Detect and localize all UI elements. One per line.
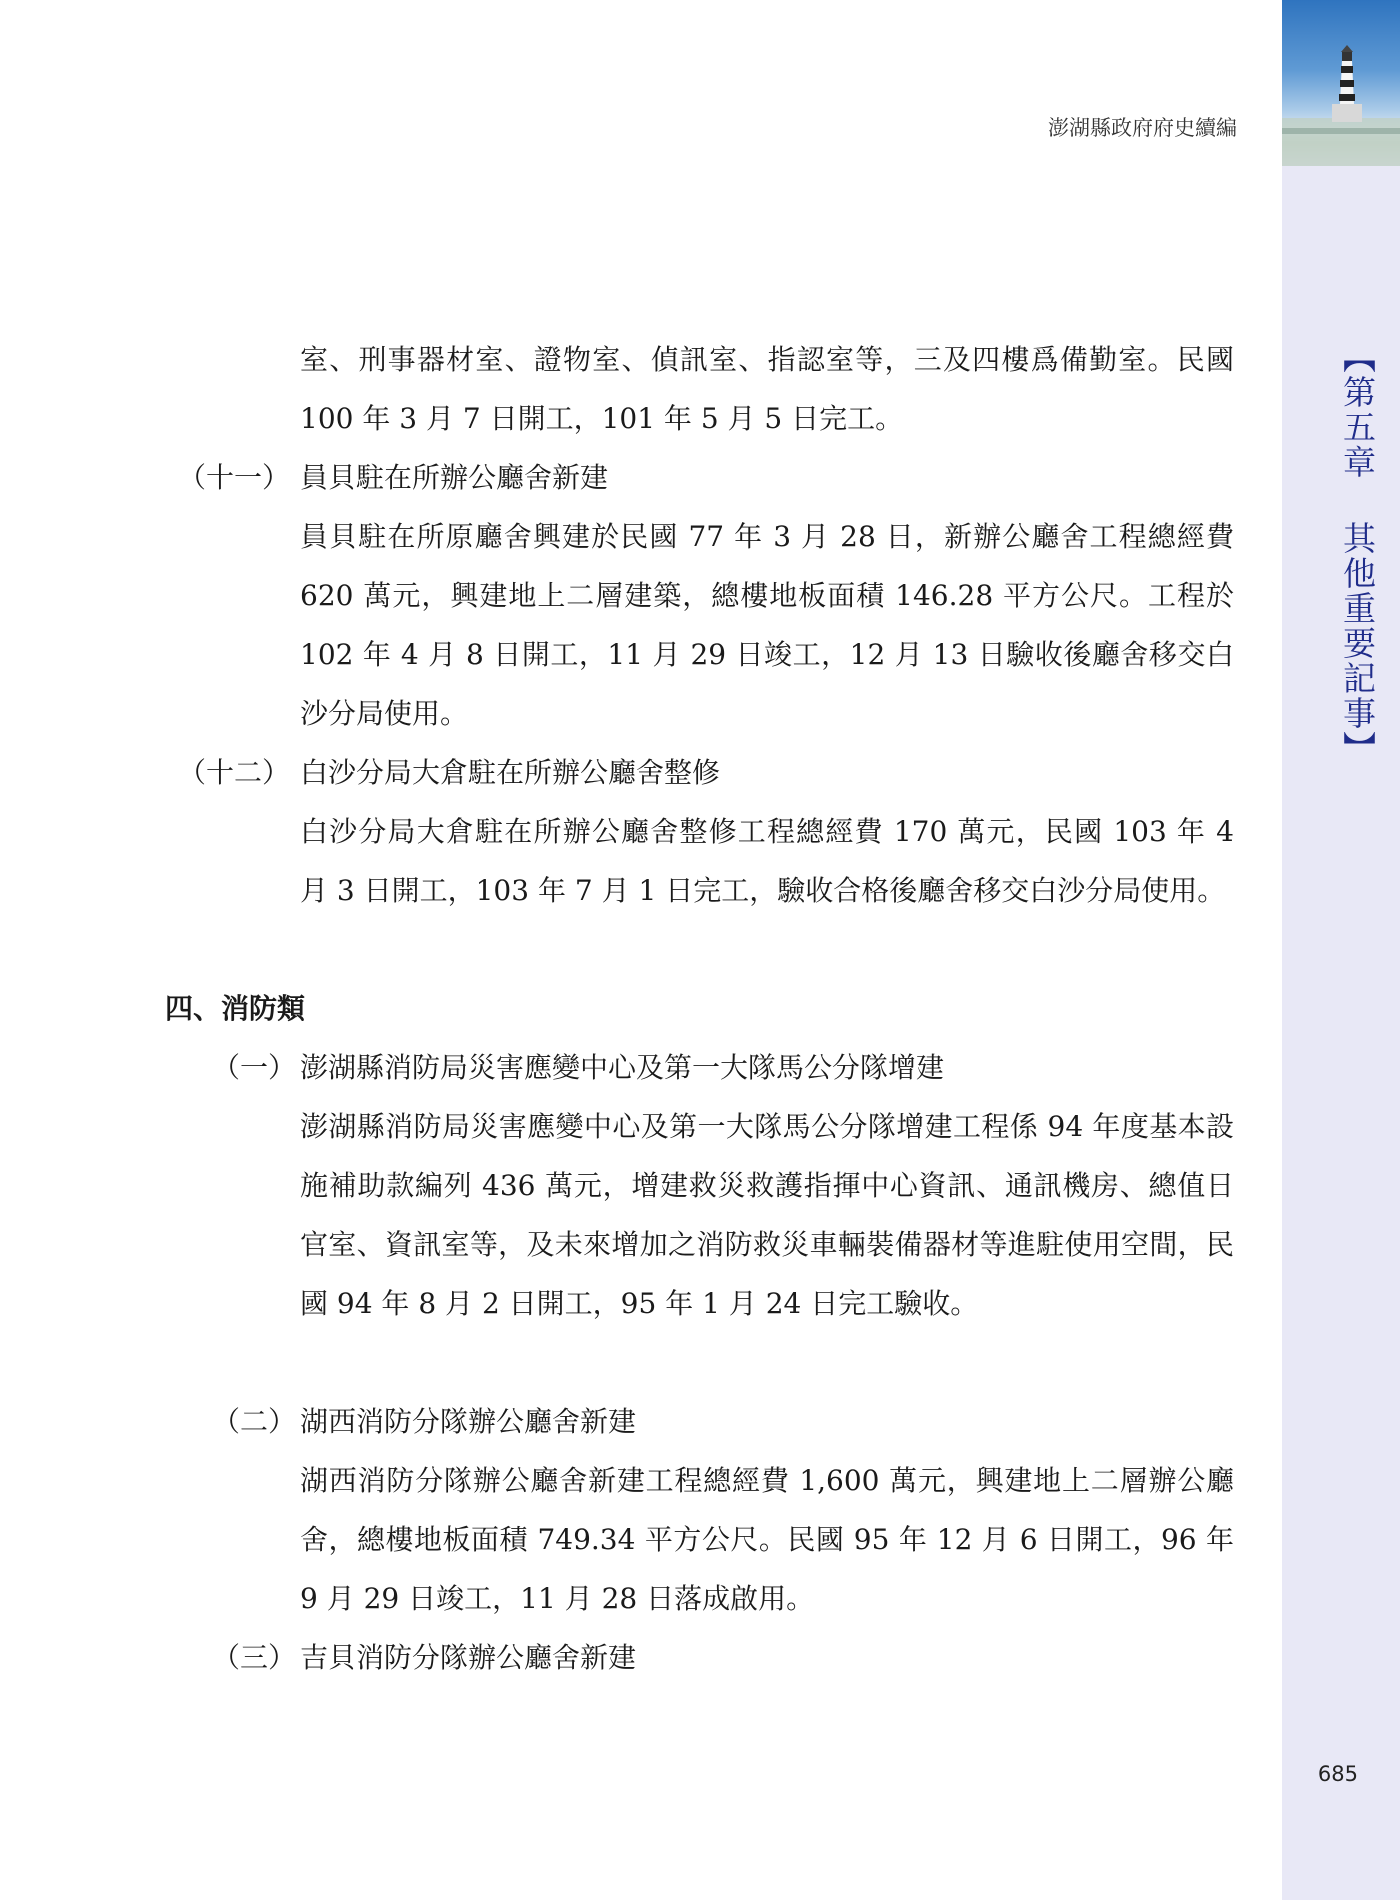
item-title: 澎湖縣消防局災害應變中心及第一大隊馬公分隊增建 <box>300 1051 945 1084</box>
item-number: （十二） <box>178 756 291 789</box>
chapter-side-tab <box>1282 0 1400 1900</box>
running-header: 澎湖縣政府府史續編 <box>1048 116 1237 140</box>
item-title: 吉貝消防分隊辦公廳舍新建 <box>300 1641 637 1674</box>
lighthouse-icon <box>1282 0 1400 166</box>
page-number: 685 <box>1317 1762 1358 1786</box>
item-title: 白沙分局大倉駐在所辦公廳舍整修 <box>300 756 721 789</box>
item-number: （一） <box>212 1051 297 1084</box>
lighthouse-image <box>1282 0 1400 166</box>
item-title: 員貝駐在所辦公廳舍新建 <box>300 461 609 494</box>
chapter-label: 【第五章 其他重要記事】 <box>1338 340 1377 766</box>
item-number: （十一） <box>178 461 291 494</box>
item-number: （三） <box>212 1641 297 1674</box>
item-two-text: 湖西消防分隊辦公廳舍新建工程總經費 1,600 萬元，興建地上二層辦公廳舍，總樓地板面積 749.34 平方公尺。民國 95 年 12 月 6 日開工，96 年 9 月 29 日竣工，11 月 28 日落成啟用。 <box>300 1464 1234 1615</box>
item-twelve-text: 白沙分局大倉駐在所辦公廳舍整修工程總經費 170 萬元，民國 103 年 4 月 3 日開工，103 年 7 月 1 日完工，驗收合格後廳舍移交白沙分局使用。 <box>300 815 1234 907</box>
item-eleven-text: 員貝駐在所原廳舍興建於民國 77 年 3 月 28 日，新辦公廳舍工程總經費 620 萬元，興建地上二層建築，總樓地板面積 146.28 平方公尺。工程於 102 年 4 月 8 日開工，11 月 29 日竣工，12 月 13 日驗收後廳舍移交白沙分局使用。 <box>300 520 1234 730</box>
item-number: （二） <box>212 1405 297 1438</box>
item-title: 湖西消防分隊辦公廳舍新建 <box>300 1405 637 1438</box>
item-one-text: 澎湖縣消防局災害應變中心及第一大隊馬公分隊增建工程係 94 年度基本設施補助款編列 436 萬元，增建救災救護指揮中心資訊、通訊機房、總值日官室、資訊室等，及未來增加之消防救災車輛裝備器材等進駐使用空間，民國 94 年 8 月 2 日開工，95 年 1 月 24 日完工驗收。 <box>300 1110 1234 1320</box>
paragraph-continued: 室、刑事器材室、證物室、偵訊室、指認室等，三及四樓爲備勤室。民國 100 年 3 月 7 日開工，101 年 5 月 5 日完工。 <box>300 343 1234 435</box>
section-title: 四、消防類 <box>165 992 306 1025</box>
